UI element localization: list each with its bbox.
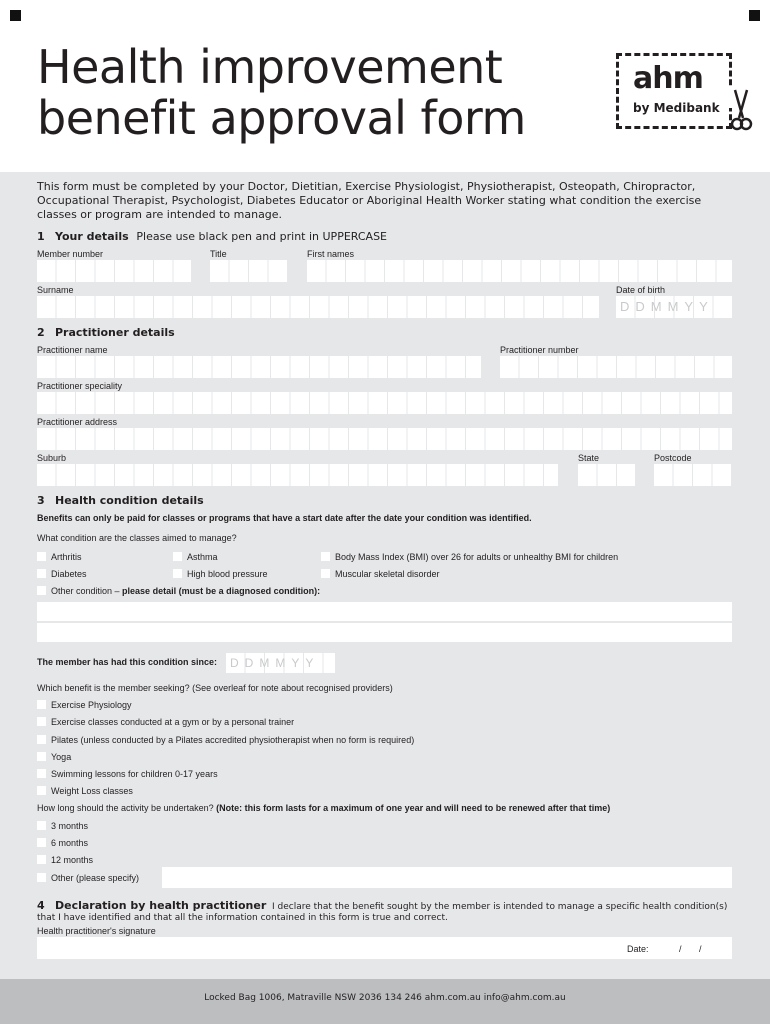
surname-input[interactable] <box>37 296 599 318</box>
other-condition-label: Other condition – please detail (must be a diagnosed condition): <box>51 586 321 596</box>
weight-loss-checkbox[interactable] <box>37 786 46 795</box>
first-names-label: First names <box>307 249 355 259</box>
yoga-label: Yoga <box>51 752 72 762</box>
declaration: 4 Declaration by health practitioner I declare that the benefit sought by the member is intended to manage a specific health condition(s) that I have identified and that all the information contained in this form is true and correct. <box>37 899 728 923</box>
condition-since-label: The member has had this condition since: <box>37 657 218 667</box>
asthma-label: Asthma <box>187 552 218 562</box>
twelve-months-label: 12 months <box>51 855 94 865</box>
footer <box>0 979 770 1024</box>
high-blood-pressure-label: High blood pressure <box>187 569 268 579</box>
practitioner-name-label: Practitioner name <box>37 345 108 355</box>
exercise-classes-checkbox[interactable] <box>37 717 46 726</box>
logo-wordmark: ahm <box>633 61 703 96</box>
registration-mark <box>10 10 21 21</box>
practitioner-speciality-input[interactable] <box>37 392 732 414</box>
practitioner-name-input[interactable] <box>37 356 481 378</box>
footer-contact: Locked Bag 1006, Matraville NSW 2036 134 246 ahm.com.au info@ahm.com.au <box>204 993 566 1003</box>
first-names-input[interactable] <box>307 260 732 282</box>
exercise-physiology-checkbox[interactable] <box>37 700 46 709</box>
member-number-label: Member number <box>37 249 104 259</box>
muscular-skeletal-label: Muscular skeletal disorder <box>335 569 440 579</box>
practitioner-address-label: Practitioner address <box>37 417 118 427</box>
bmi-checkbox[interactable] <box>321 552 330 561</box>
pilates-label: Pilates (unless conducted by a Pilates accredited physiotherapist when no form is required) <box>51 735 415 745</box>
scissors-icon <box>729 88 753 132</box>
high-blood-pressure-checkbox[interactable] <box>173 569 182 578</box>
diabetes-checkbox[interactable] <box>37 569 46 578</box>
declaration-date-separators: / / <box>679 944 702 954</box>
weight-loss-label: Weight Loss classes <box>51 786 133 796</box>
postcode-label: Postcode <box>654 453 692 463</box>
arthritis-checkbox[interactable] <box>37 552 46 561</box>
other-condition-checkbox[interactable] <box>37 586 46 595</box>
swimming-lessons-checkbox[interactable] <box>37 769 46 778</box>
suburb-input[interactable] <box>37 464 558 486</box>
form-header <box>0 0 770 172</box>
diabetes-label: Diabetes <box>51 569 87 579</box>
date-of-birth-placeholder: DDMMYY <box>620 299 714 314</box>
exercise-classes-label: Exercise classes conducted at a gym or by a personal trainer <box>51 717 295 727</box>
benefit-question: Which benefit is the member seeking? (See overleaf for note about recognised providers) <box>37 683 393 693</box>
section-3-heading: 3 Health condition details <box>37 494 204 507</box>
six-months-label: 6 months <box>51 838 89 848</box>
duration-question: How long should the activity be undertaken? (Note: this form lasts for a maximum of one year and will need to be renewed after that time) <box>37 803 611 813</box>
practitioner-number-label: Practitioner number <box>500 345 579 355</box>
other-duration-label: Other (please specify) <box>51 873 140 883</box>
practitioner-address-input[interactable] <box>37 428 732 450</box>
twelve-months-checkbox[interactable] <box>37 855 46 864</box>
other-duration-checkbox[interactable] <box>37 873 46 882</box>
three-months-label: 3 months <box>51 821 89 831</box>
muscular-skeletal-checkbox[interactable] <box>321 569 330 578</box>
three-months-checkbox[interactable] <box>37 821 46 830</box>
arthritis-label: Arthritis <box>51 552 82 562</box>
suburb-label: Suburb <box>37 453 67 463</box>
condition-since-placeholder: DDMMYY <box>230 656 320 670</box>
state-label: State <box>578 453 600 463</box>
title-label: Title <box>210 249 227 259</box>
title-input[interactable] <box>210 260 287 282</box>
other-condition-input-line-2[interactable] <box>37 623 732 642</box>
surname-label: Surname <box>37 285 74 295</box>
declaration-date-label: Date: <box>627 944 649 954</box>
practitioner-speciality-label: Practitioner speciality <box>37 381 123 391</box>
section-2-heading: 2 Practitioner details <box>37 326 175 339</box>
registration-mark <box>749 10 760 21</box>
date-of-birth-label: Date of birth <box>616 285 666 295</box>
other-condition-input-line-1[interactable] <box>37 602 732 621</box>
benefit-note: Benefits can only be paid for classes or programs that have a start date after the date your condition was identified. <box>37 513 532 523</box>
six-months-checkbox[interactable] <box>37 838 46 847</box>
state-input[interactable] <box>578 464 635 486</box>
form-title: Health improvement benefit approval form <box>37 40 526 145</box>
exercise-physiology-label: Exercise Physiology <box>51 700 132 710</box>
yoga-checkbox[interactable] <box>37 752 46 761</box>
member-number-input[interactable] <box>37 260 191 282</box>
intro-text: This form must be completed by your Doctor, Dietitian, Exercise Physiologist, Physiotherapist, Osteopath, Chiropractor, Occupational Therapist, Psychologist, Diabetes Educator or Aboriginal Health Worker stating what condition the exercise classes or program are intended to manage. <box>37 180 702 221</box>
other-duration-input[interactable] <box>162 867 732 888</box>
practitioner-number-input[interactable] <box>500 356 732 378</box>
signature-label: Health practitioner's signature <box>37 926 156 936</box>
asthma-checkbox[interactable] <box>173 552 182 561</box>
ahm-logo <box>616 53 732 129</box>
section-1-heading: 1 Your details Please use black pen and print in UPPERCASE <box>37 230 388 243</box>
logo-subtext: by Medibank <box>633 101 720 115</box>
pilates-checkbox[interactable] <box>37 735 46 744</box>
postcode-input[interactable] <box>654 464 732 486</box>
bmi-label: Body Mass Index (BMI) over 26 for adults or unhealthy BMI for children <box>335 552 619 562</box>
swimming-lessons-label: Swimming lessons for children 0-17 years <box>51 769 218 779</box>
condition-question: What condition are the classes aimed to manage? <box>37 533 237 543</box>
